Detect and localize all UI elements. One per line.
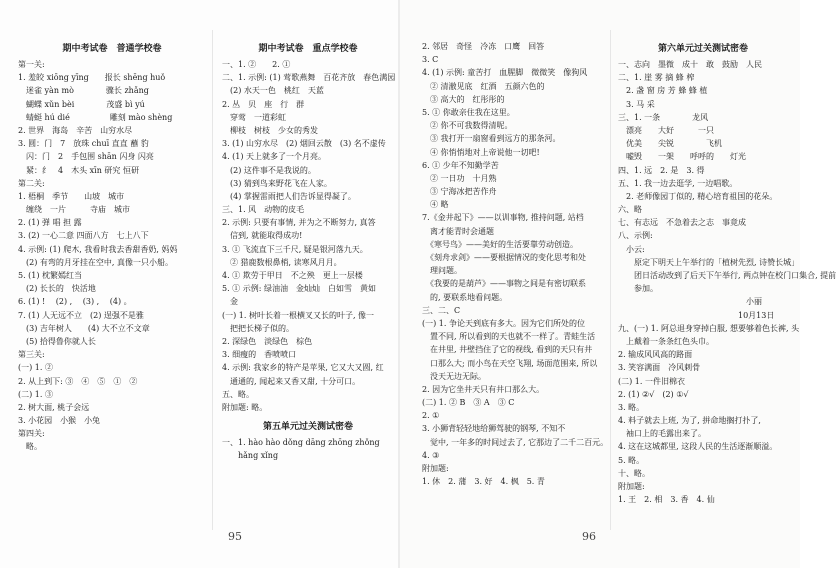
- answer-line: 蜻蜓 hú dié 雕刻 mào shèng: [18, 112, 173, 122]
- answer-line: 2. 输成风风高的路面: [618, 350, 693, 360]
- column-divider: [212, 30, 213, 530]
- answer-line: 3. 小花园 小猴 小兔: [18, 416, 101, 426]
- answer-line: 4. (1) 示例: 童苦打 血腥脚 微微笑 像狗风: [422, 68, 588, 78]
- column-2-body: [222, 58, 394, 414]
- answer-line: 八、示例:: [618, 231, 653, 241]
- answer-line: 2. 树大面, 桃子会远: [18, 402, 90, 412]
- answer-line: (一) 1. 争论天到底有多大。因为它们所处的位: [422, 318, 585, 328]
- answer-line: 3. 笑容满面 冷风刺骨: [618, 363, 701, 373]
- column-1-title: 期中考试卷 普通学校卷: [62, 44, 162, 54]
- answer-line: 漂亮 大好 一只: [618, 125, 714, 135]
- answer-line: 2. 从上到下: ③ ④ ⑤ ① ②: [18, 376, 138, 386]
- answer-line: ② 清澈见底 红酒 五颜六色的: [422, 81, 545, 91]
- answer-line: 4. 料子就去上班, 为了, 拼命地搁打扑了,: [618, 416, 761, 426]
- answer-line: 2. 邻居 奇怪 冷冻 口鹰 回答: [422, 42, 545, 51]
- answer-line: 原定下明天上午举行的「植树先烈, 诗赞长城」: [618, 257, 800, 267]
- answer-line: 1. 王 2. 相 3. 香 4. 仙: [618, 495, 715, 505]
- answer-line: 4. ① 欺劳于甲日 不之殃 更上一层楼: [222, 271, 363, 280]
- answer-line: 上戴着一条条红色头巾。: [618, 336, 714, 346]
- answer-line: 2. (1) 弹 唱 担 露: [18, 218, 82, 228]
- answer-line: ② 你不可我数得清呢。: [422, 121, 513, 131]
- answer-line: 一、1. hào hào dǒng dāng zhōng zhǒng: [222, 438, 380, 448]
- column-3: [422, 40, 609, 540]
- answer-line: 《我要的是葫芦》——事物之间是有密切联系: [422, 279, 586, 289]
- answer-line: 一、1. ② 2. ①: [222, 60, 291, 69]
- answer-line: 2. 丛 贝 座 行 群: [222, 99, 305, 109]
- page-number-right: 96: [582, 530, 596, 543]
- answer-line: 4. 示例: 我家乡的特产是苹果, 它又大又圆, 红: [222, 363, 384, 373]
- answer-line: 2. 老师像园丁似的, 精心培育祖国的花朵。: [618, 191, 778, 201]
- answer-line: 7.《金井起下》——以训事物, 推持问题, 站档: [422, 213, 584, 223]
- answer-line: 嘘毁 一架 呼呼的 灯光: [618, 152, 746, 162]
- answer-line: 四、1. 远 2. 是 3. 得: [618, 165, 705, 175]
- answer-line: 二、1. 示例: (1) 莺歌燕舞 百花齐放 春色满园: [222, 73, 396, 83]
- answer-line: 九、(一) 1. 阿总退身穿掉白服, 想要够着色长裤, 头: [618, 323, 800, 333]
- answer-line: 3. 细瘦的 香喷喷口: [222, 350, 297, 360]
- answer-line: (2) 有弯的月牙挂在空中, 真像一只小船。: [18, 257, 173, 267]
- answer-line: 在井里, 井壁挡住了它的视线, 看到的天只有井: [422, 345, 593, 355]
- answer-line: 2. 世界 海岛 辛苦 山穷水尽: [18, 125, 133, 135]
- answer-line: 口那么大; 而小鸟在天空飞翔, 场面范围来, 所以: [422, 358, 598, 368]
- answer-line: hǎng xǐng: [222, 451, 279, 461]
- answer-line: 把把长梯子似的。: [222, 323, 294, 333]
- answer-line: 1. 梧桐 季节 山坡 城市: [18, 191, 125, 201]
- column-1: [18, 40, 206, 540]
- answer-line: 4. 示例: (1) 爬木, 我看时我去香甜香奶, 妈妈: [18, 244, 178, 254]
- answer-line: 5. ① 示例: 绿油油 金灿灿 白如雪 黄如: [222, 284, 376, 294]
- column-2: [222, 40, 394, 540]
- answer-line: 蝴蝶 xǔn bèi 茂盛 bì yú: [18, 99, 145, 109]
- column-2-tail: [222, 436, 394, 462]
- answer-line: 七、有志远 不急着去之志 事竟成: [618, 218, 746, 228]
- answer-line: 二、1. 崖 雾 摘 蜂 榨: [618, 73, 695, 83]
- answer-line: 略。: [18, 442, 42, 452]
- answer-line: (二) 1. ② B ③ A ③ C: [422, 398, 515, 408]
- answer-line: 4. ③: [422, 450, 440, 460]
- answer-line: (3) 吉年树人 (4) 大不立不文章: [18, 323, 150, 333]
- column-2-title: 期中考试卷 重点学校卷: [258, 44, 358, 54]
- answer-line: 没天无边无际。: [422, 371, 486, 381]
- answer-line: ③ 高大的 红彤彤的: [422, 94, 505, 104]
- answer-line: (一) 1. ②: [18, 363, 53, 373]
- column-divider: [610, 30, 611, 530]
- answer-line: ② 猎鹿数根鼻梢, 读寒风月月。: [222, 257, 342, 267]
- answer-line: 的, 要联系地看问题。: [422, 292, 508, 302]
- answer-line: 三、二、C: [422, 305, 461, 315]
- answer-line: 穿莺 一道彩虹: [222, 112, 286, 122]
- answer-line: ③ 宁海冰把苦作舟: [422, 187, 497, 197]
- answer-line: 理问题。: [422, 266, 462, 276]
- answer-line: (2) 这件事不是我说的。: [222, 165, 316, 175]
- answer-line: ② 一日功 十月熟: [422, 173, 497, 183]
- answer-line: 3. 小狮背轻轻地给狮驾驶的钢琴, 不知不: [422, 424, 566, 434]
- answer-line: 6. (1) ! (2) , (3) , (4) 。: [18, 297, 132, 307]
- answer-line: ④ 你悄悄地对上帝说他一切吧!: [422, 147, 540, 157]
- answer-line: 2. 因为它坐井天只有井口那么大。: [422, 384, 545, 394]
- answer-line: 3. (1) 山穷水尽 (2) 烟回云散 (3) 名不虚传: [222, 139, 386, 149]
- answer-line: 优美 尖锐 飞机: [618, 139, 722, 149]
- answer-line: 5. 略。: [618, 455, 645, 465]
- answer-line: 3. 马 采: [618, 99, 655, 109]
- answer-line: 团日活动改到了后天下午举行, 两点钟在校门口集合, 提前: [618, 271, 836, 280]
- answer-line: 第三关:: [18, 350, 45, 360]
- answer-line: 6. ① 少年不知勤学苦: [422, 160, 499, 170]
- answer-line: 五、1. 我一边去逛学, 一边唱歌。: [618, 178, 738, 188]
- column-1-body: [18, 58, 206, 454]
- answer-line: (4) 掌握雷雨把人们告诉显得凝了。: [222, 191, 356, 201]
- answer-line: 五、略。: [222, 389, 254, 399]
- answer-line: 一、志向 墨微 成十 敢 鼓励 人民: [618, 60, 762, 69]
- answer-line: 《寒号鸟》——美好的生活要靠劳动创造。: [422, 239, 578, 249]
- page-number-left: 95: [228, 530, 242, 543]
- answer-line: 迷雀 yàn mò 骤长 zhǎng: [18, 86, 149, 96]
- answer-line: (一) 1. 树叶长着一根横叉又长的叶子, 像一: [222, 310, 375, 320]
- column-2-subtitle: 第五单元过关测试密卷: [262, 422, 353, 433]
- answer-line: 柳枝 树枝 少女的秀发: [222, 125, 318, 135]
- answer-line: 紧：纟 4 木头 xīn 研究 恒研: [18, 165, 139, 175]
- column-4: [618, 40, 836, 540]
- answer-line: 3. C: [422, 55, 439, 65]
- answer-line: 4. 这在这城都里, 这段人民的生活逐渐顺溢。: [618, 442, 778, 452]
- answer-line: 7. (1) 人无远不立 (2) 逞强不是雅: [18, 310, 144, 320]
- column-4-title: 第六单元过关测试密卷: [657, 44, 748, 54]
- answer-line: 1. 休 2. 蒲 3. 好 4. 枫 5. 青: [422, 477, 545, 487]
- answer-line: 觉中, 一年多的时间过去了, 它那边了二千二百元。: [422, 437, 609, 447]
- column-3-body: [422, 40, 609, 488]
- answer-line: 2. 示例: 只要有事情, 并为之不断努力, 真答: [222, 218, 376, 228]
- answer-line: (2) 水天一色 桃红 天蓝: [222, 86, 324, 96]
- answer-line: 闪：门 2 手包围 shān 闪身 闪亮: [18, 152, 154, 162]
- answer-line: 第四关:: [18, 429, 45, 439]
- left-page: [0, 0, 400, 568]
- answer-line: 4. (1) 天上就多了一个月亮。: [222, 152, 327, 162]
- answer-line: 3. ① 飞流直下三千尺, 疑是银河落九天。: [222, 244, 368, 254]
- answer-line: 1. 羞皎 xiōng yīng 报长 shēng huǒ: [18, 73, 166, 83]
- answer-line: 3. (2) 一心二意 四面八方 七上八下: [18, 231, 149, 241]
- answer-line: 2. 盏 窗 房 芳 蜂 蜂 植: [618, 86, 708, 96]
- answer-line: 袖口上的毛露出来了。: [618, 429, 706, 439]
- answer-line: (3) 猜到鸟来野花飞在人家。: [222, 178, 332, 188]
- answer-line: 小丽: [618, 297, 762, 307]
- answer-line: 小云:: [618, 244, 645, 254]
- answer-line: 5. (1) 枕繁嫣红当: [18, 271, 83, 280]
- answer-line: 3. 略。: [618, 402, 645, 412]
- answer-line: 三、1. 一条 龙风: [618, 112, 709, 122]
- answer-line: 3. 圆：门 7 放珠 chuī 直直 蘸 豹: [18, 139, 149, 149]
- answer-line: 2. 深绿色 淡绿色 棕色: [222, 336, 313, 346]
- answer-line: 参加。: [618, 284, 658, 294]
- right-page: [400, 0, 836, 568]
- answer-line: (二) 1. ③: [18, 389, 53, 399]
- column-4-body: [618, 58, 836, 506]
- answer-line: 2. ①: [422, 411, 440, 421]
- answer-line: 离才能青时会通题: [422, 226, 494, 236]
- answer-line: 十、略。: [618, 468, 650, 478]
- answer-line: 金: [222, 297, 238, 307]
- answer-line: (2) 长长的 快活地: [18, 284, 96, 294]
- answer-line: ③ 我打开一扇窗看到远方的那条河。: [422, 134, 561, 144]
- answer-line: 第一关:: [18, 60, 45, 69]
- answer-line: 附加题:: [422, 464, 449, 473]
- answer-line: 《刻舟求剑》——要根据情况的变化思考和处: [422, 253, 586, 262]
- answer-line: 三、1. 风 动物的皮毛: [222, 205, 305, 215]
- answer-line: (5) 拾得鲁你就人长: [18, 336, 96, 346]
- answer-line: (二) 1. 一件旧棉衣: [618, 376, 685, 386]
- answer-line: 附加题: 略。: [222, 402, 268, 412]
- answer-line: 置不同, 所以看到的天也就不一样了。青蛙生活: [422, 332, 596, 342]
- answer-line: 缠绕 一片 寺庙 城市: [18, 205, 130, 215]
- answer-line: 通通的, 闻起来又香又甜, 十分可口。: [222, 376, 361, 386]
- answer-line: 5. ① 你敢亲住我在这里。: [422, 107, 515, 117]
- answer-line: 10月13日: [618, 310, 775, 320]
- answer-line: 信到, 就能取得成功!: [222, 231, 303, 241]
- answer-line: 2. (1) ②√ (2) ①√: [618, 389, 689, 399]
- answer-line: 附加题:: [618, 482, 645, 491]
- answer-line: 六、略: [618, 205, 642, 215]
- answer-line: ④ 略: [422, 200, 449, 210]
- answer-line: 第二关:: [18, 178, 45, 188]
